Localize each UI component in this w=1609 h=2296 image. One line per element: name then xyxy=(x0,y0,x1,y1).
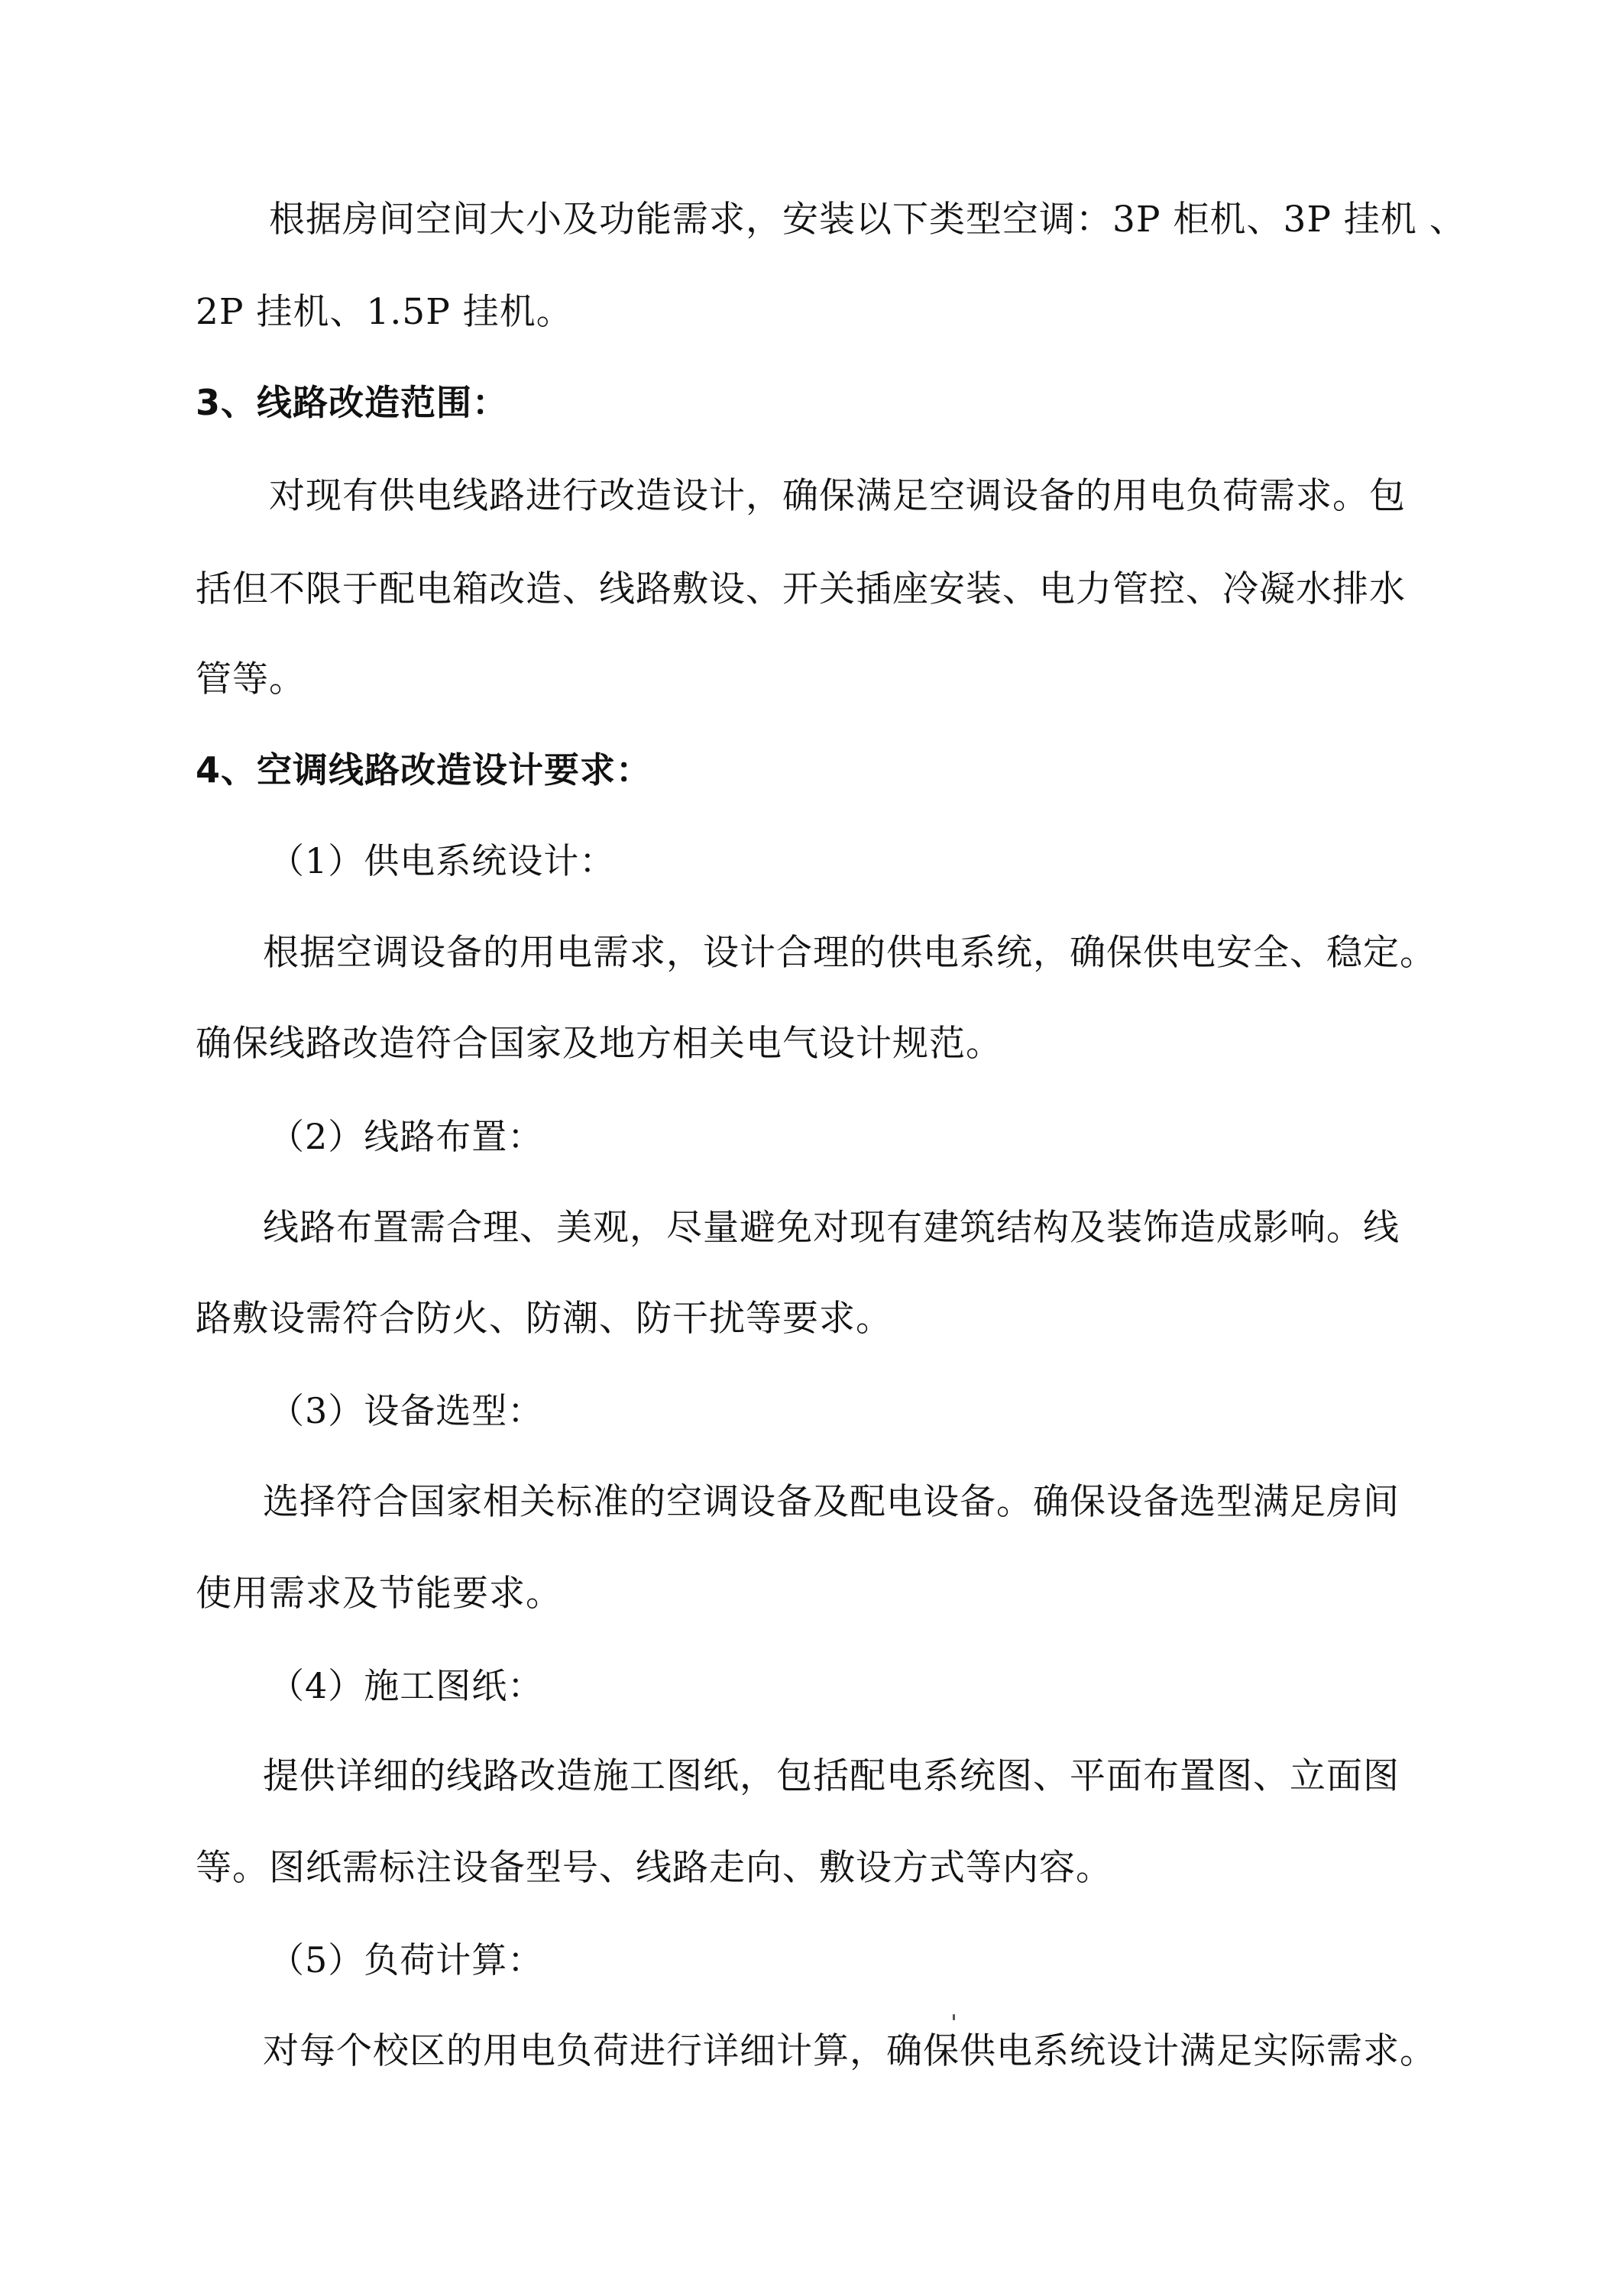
paragraph-power-line-1: 根据空调设备的用电需求，设计合理的供电系统，确保供电安全、稳定。 xyxy=(263,932,1436,974)
paragraph-layout-line-1: 线路布置需合理、美观，尽量避免对现有建筑结构及装饰造成影响。线 xyxy=(263,1207,1400,1249)
paragraph-scope-line-1: 对现有供电线路进行改造设计，确保满足空调设备的用电负荷需求。包 xyxy=(269,475,1406,517)
subheading-1: （1）供电系统设计： xyxy=(269,840,616,881)
paragraph-equipment-line-2: 使用需求及节能要求。 xyxy=(196,1573,562,1615)
paragraph-drawings-line-2: 等。图纸需标注设备型号、线路走向、敷设方式等内容。 xyxy=(196,1847,1112,1889)
section-heading-3: 3、线路改造范围： xyxy=(196,382,509,423)
scan-speck xyxy=(953,2014,955,2020)
subheading-4: （4）施工图纸： xyxy=(269,1665,544,1706)
paragraph-ac-types-line-2: 2P 挂机、1.5P 挂机。 xyxy=(196,291,573,333)
subheading-3: （3）设备选型： xyxy=(269,1390,544,1431)
subheading-5: （5）负荷计算： xyxy=(269,1939,544,1981)
paragraph-equipment-line-1: 选择符合国家相关标准的空调设备及配电设备。确保设备选型满足房间 xyxy=(263,1481,1400,1523)
paragraph-layout-line-2: 路敷设需符合防火、防潮、防干扰等要求。 xyxy=(196,1298,892,1340)
paragraph-ac-types-line-1: 根据房间空间大小及功能需求，安装以下类型空调：3P 柜机、3P 挂机 、 xyxy=(269,199,1466,241)
section-heading-4: 4、空调线路改造设计要求： xyxy=(196,749,652,791)
paragraph-drawings-line-1: 提供详细的线路改造施工图纸，包括配电系统图、平面布置图、立面图 xyxy=(263,1755,1400,1797)
paragraph-power-line-2: 确保线路改造符合国家及地方相关电气设计规范。 xyxy=(196,1023,1002,1065)
paragraph-scope-line-3: 管等。 xyxy=(196,658,306,700)
paragraph-load-line-1: 对每个校区的用电负荷进行详细计算，确保供电系统设计满足实际需求。 xyxy=(263,2030,1436,2072)
paragraph-scope-line-2: 括但不限于配电箱改造、线路敷设、开关插座安装、电力管控、冷凝水排水 xyxy=(196,568,1406,610)
subheading-2: （2）线路布置： xyxy=(269,1116,544,1157)
